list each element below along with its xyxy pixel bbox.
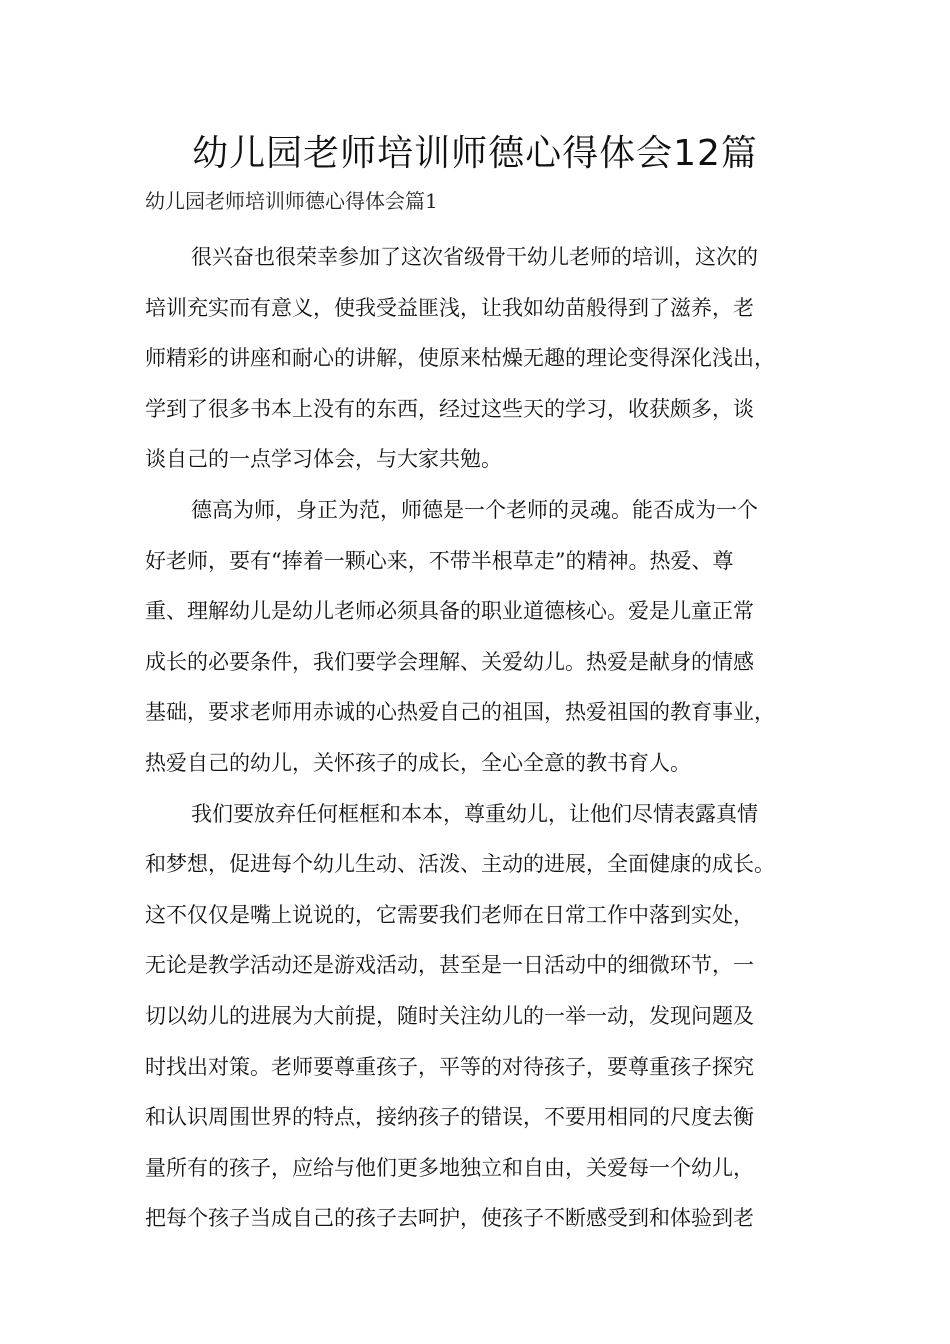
text-line: 培训充实而有意义，使我受益匪浅，让我如幼苗般得到了滋养，老 — [145, 295, 754, 320]
text-line: 很兴奋也很荣幸参加了这次省级骨干幼儿老师的培训，这次的 — [191, 245, 758, 269]
text-line: 成长的必要条件，我们要学会理解、关爱幼儿。热爱是献身的情感 — [145, 649, 754, 674]
paragraph-3 — [145, 789, 815, 1244]
text-line: 基础，要求老师用赤诚的心热爱自己的祖国，热爱祖国的教育事业， — [145, 700, 775, 725]
text-line: 重、理解幼儿是幼儿老师必须具备的职业道德核心。爱是儿童正常 — [145, 599, 754, 624]
text-line: 切以幼儿的进展为大前提，随时关注幼儿的一举一动，发现问题及 — [145, 1003, 754, 1028]
text-line: 和认识周围世界的特点，接纳孩子的错误，不要用相同的尺度去衡 — [145, 1105, 754, 1130]
paragraph-2 — [145, 485, 815, 789]
section-heading: 幼儿园老师培训师德心得体会篇1 — [145, 189, 438, 213]
document-title: 幼儿园老师培训师德心得体会12篇 — [192, 133, 758, 174]
text-line: 时找出对策。老师要尊重孩子，平等的对待孩子，要尊重孩子探究 — [145, 1054, 754, 1079]
text-line: 师精彩的讲座和耐心的讲解，使原来枯燥无趣的理论变得深化浅出， — [145, 346, 775, 371]
text-line: 把每个孩子当成自己的孩子去呵护，使孩子不断感受到和体验到老 — [145, 1206, 754, 1231]
text-line: 这不仅仅是嘴上说说的，它需要我们老师在日常工作中落到实处， — [145, 902, 754, 927]
document-body — [145, 232, 815, 1244]
text-line: 谈自己的一点学习体会，与大家共勉。 — [145, 447, 502, 472]
text-line: 德高为师，身正为范，师德是一个老师的灵魂。能否成为一个 — [191, 497, 758, 522]
paragraph-1 — [145, 232, 815, 485]
text-line: 和梦想，促进每个幼儿生动、活泼、主动的进展，全面健康的成长。 — [145, 852, 775, 877]
text-line: 好老师，要有“捧着一颗心来，不带半根草走”的精神。热爱、尊 — [145, 548, 734, 573]
text-line: 量所有的孩子，应给与他们更多地独立和自由，关爱每一个幼儿， — [145, 1155, 754, 1180]
text-line: 热爱自己的幼儿，关怀孩子的成长，全心全意的教书育人。 — [145, 750, 691, 775]
text-line: 学到了很多书本上没有的东西，经过这些天的学习，收获颇多，谈 — [145, 396, 754, 421]
text-line: 无论是教学活动还是游戏活动，甚至是一日活动中的细微环节，一 — [145, 953, 754, 978]
text-line: 我们要放弃任何框框和本本，尊重幼儿，让他们尽情表露真情 — [191, 801, 758, 826]
